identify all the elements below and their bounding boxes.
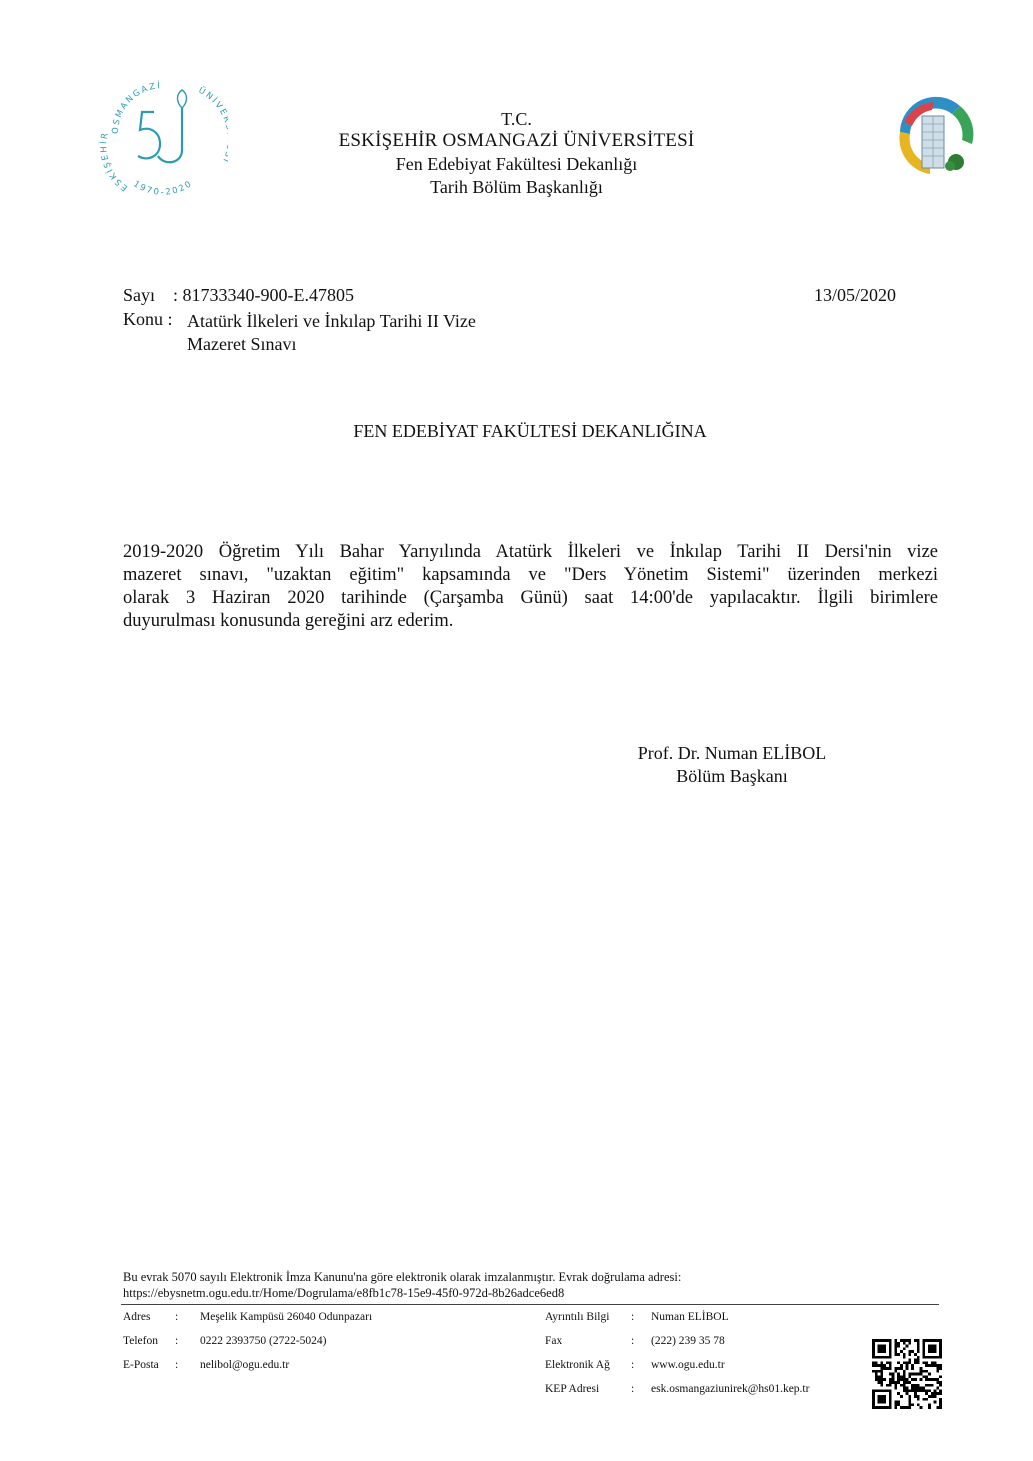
signatory-title: Bölüm Başkanı <box>676 766 788 786</box>
footer-info-label: Ayrıntılı Bilgi <box>545 1311 610 1323</box>
footer-address-label: Adres <box>123 1311 151 1323</box>
footer-web-value[interactable]: www.ogu.edu.tr <box>651 1359 725 1371</box>
header-faculty: Fen Edebiyat Fakültesi Dekanlığı <box>395 154 638 174</box>
body-line: olarak 3 Haziran 2020 tarihinde (Çarşamba Günü) saat 14:00'de yapılacaktır. İlgili birimlere <box>123 588 938 608</box>
footer-fax-label: Fax <box>545 1335 563 1347</box>
footer-email-label: E-Posta <box>123 1359 159 1371</box>
body-line: mazeret sınavı, "uzaktan eğitim" kapsamında ve "Ders Yönetim Sistemi" üzerinden merkezi <box>123 565 938 585</box>
body-line: duyurulması konusunda gereğini arz ederim. <box>123 611 454 631</box>
body-paragraph <box>123 541 938 633</box>
header-tc: T.C. <box>501 109 532 129</box>
footer-kep-label: KEP Adresi <box>545 1383 600 1395</box>
konu-line-1: Atatürk İlkeleri ve İnkılap Tarihi II Vize <box>187 311 476 331</box>
sayi-label: Sayı <box>123 285 156 305</box>
logo-arc-bottom-text: 1970-2020 <box>131 178 195 198</box>
footer-phone-sep: : <box>175 1335 179 1347</box>
verification-url[interactable]: https://ebysnetm.ogu.edu.tr/Home/Dogrulama/e8fb1c78-15e9-45f0-972d-8b26adce6ed8 <box>123 1286 565 1300</box>
footer-kep-sep: : <box>631 1383 635 1395</box>
footer-email-value[interactable]: nelibol@ogu.edu.tr <box>200 1359 290 1371</box>
sayi-value: : 81733340-900-E.47805 <box>173 285 354 305</box>
signature-block <box>600 742 864 788</box>
logo-arc-right-text: ÜNİV <box>196 85 226 113</box>
logo-arc-top-text: OSMANGAZİ <box>110 81 163 135</box>
signatory-name: Prof. Dr. Numan ELİBOL <box>637 743 827 763</box>
footer-info-value: Numan ELİBOL <box>651 1311 729 1323</box>
konu-label: Konu : <box>123 309 173 329</box>
footer-fax-value: (222) 239 35 78 <box>651 1335 725 1347</box>
footer-address-sep: : <box>175 1311 179 1323</box>
footer-info-sep: : <box>631 1311 635 1323</box>
body-line: 2019-2020 Öğretim Yılı Bahar Yarıyılında Atatürk İlkeleri ve İnkılap Tarihi II Dersi'nin vize <box>123 542 938 562</box>
footer-kep-value[interactable]: esk.osmangaziunirek@hs01.kep.tr <box>651 1383 810 1395</box>
konu-line-2: Mazeret Sınavı <box>187 334 297 354</box>
e-signature-notice-line: Bu evrak 5070 sayılı Elektronik İmza Kanunu'na göre elektronik olarak imzalanmıştır. Evrak doğrulama adresi: <box>123 1270 682 1284</box>
footer-address-value: Meşelik Kampüsü 26040 Odunpazarı <box>200 1311 373 1323</box>
e-signature-notice <box>123 1269 883 1301</box>
footer-phone-value: 0222 2393750 (2722-5024) <box>200 1335 327 1347</box>
header-university-name: ESKİŞEHİR OSMANGAZİ ÜNİVERSİTESİ <box>338 130 695 151</box>
logo-arc-left-text: ESKİŞEHİR <box>99 130 130 193</box>
footer-email-sep: : <box>175 1359 179 1371</box>
footer-divider <box>121 1304 939 1305</box>
addressee: FEN EDEBİYAT FAKÜLTESİ DEKANLIĞINA <box>353 421 707 441</box>
footer-fax-sep: : <box>631 1335 635 1347</box>
header-department: Tarih Bölüm Başkanlığı <box>430 177 603 197</box>
document-date: 13/05/2020 <box>813 285 896 305</box>
footer-web-label: Elektronik Ağ <box>545 1359 610 1371</box>
footer-web-sep: : <box>631 1359 635 1371</box>
verification-qr-code[interactable] <box>872 1339 942 1409</box>
footer-phone-label: Telefon <box>123 1335 158 1347</box>
